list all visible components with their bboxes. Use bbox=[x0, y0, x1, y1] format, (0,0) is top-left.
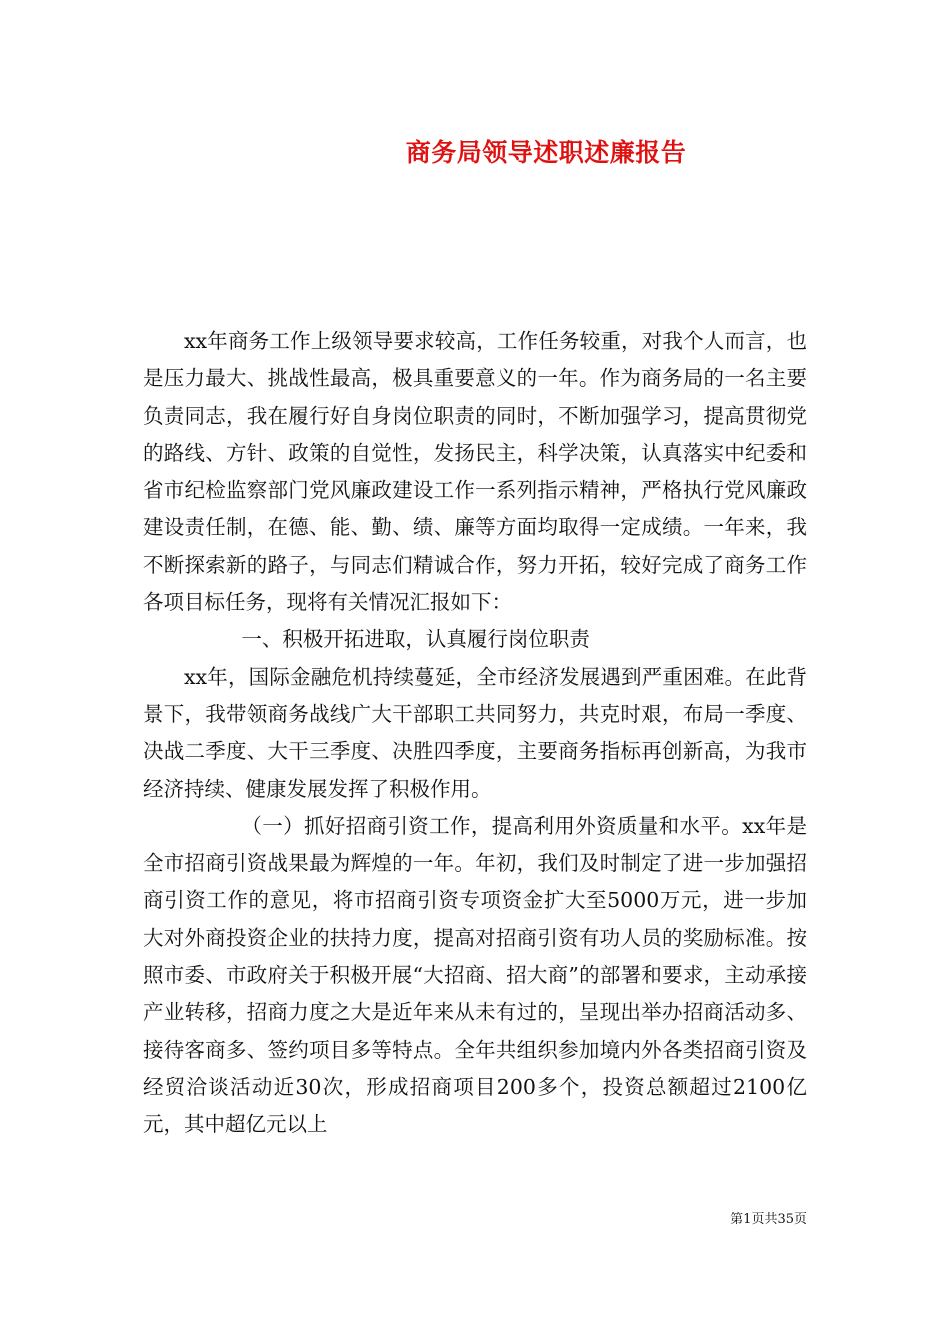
document-body bbox=[143, 323, 807, 1144]
paragraph-background: xx年，国际金融危机持续蔓延，全市经济发展遇到严重困难。在此背景下，我带领商务战线广大干部职工共同努力，共克时艰，布局一季度、决战二季度、大干三季度、决胜四季度，主要商务指标再创新高，为我市经济持续、健康发展发挥了积极作用。 bbox=[143, 664, 807, 801]
section-heading: 一、积极开拓进取，认真履行岗位职责 bbox=[241, 627, 590, 652]
page-number: 第1页共35页 bbox=[730, 1212, 807, 1227]
page-title: 商务局领导述职述廉报告 bbox=[405, 138, 687, 167]
paragraph-investment: （一）抓好招商引资工作，提高利用外资质量和水平。xx年是全市招商引资战果最为辉煌的一年。年初，我们及时制定了进一步加强招商引资工作的意见，将市招商引资专项资金扩大至5000万元，进一步加大对外商投资企业的扶持力度，提高对招商引资有功人员的奖励标准。按照市委、市政府关于积极开展“大招商、招大商”的部署和要求，主动承接产业转移，招商力度之大是近年来从未有过的，呈现出举办招商活动多、接待客商多、签约项目多等特点。全年共组织参加境内外各类招商引资及经贸洽谈活动近30次，形成招商项目200多个，投资总额超过2100亿元，其中超亿元以上 bbox=[143, 813, 807, 1137]
paragraph-intro: xx年商务工作上级领导要求较高，工作任务较重，对我个人而言，也是压力最大、挑战性最高，极具重要意义的一年。作为商务局的一名主要负责同志，我在履行好自身岗位职责的同时，不断加强学习，提高贯彻党的路线、方针、政策的自觉性，发扬民主，科学决策，认真落实中纪委和省市纪检监察部门党风廉政建设工作一系列指示精神，严格执行党风廉政建设责任制，在德、能、勤、绩、廉等方面均取得一定成绩。一年来，我不断探索新的路子，与同志们精诚合作，努力开拓，较好完成了商务工作各项目标任务，现将有关情况汇报如下： bbox=[143, 329, 807, 615]
